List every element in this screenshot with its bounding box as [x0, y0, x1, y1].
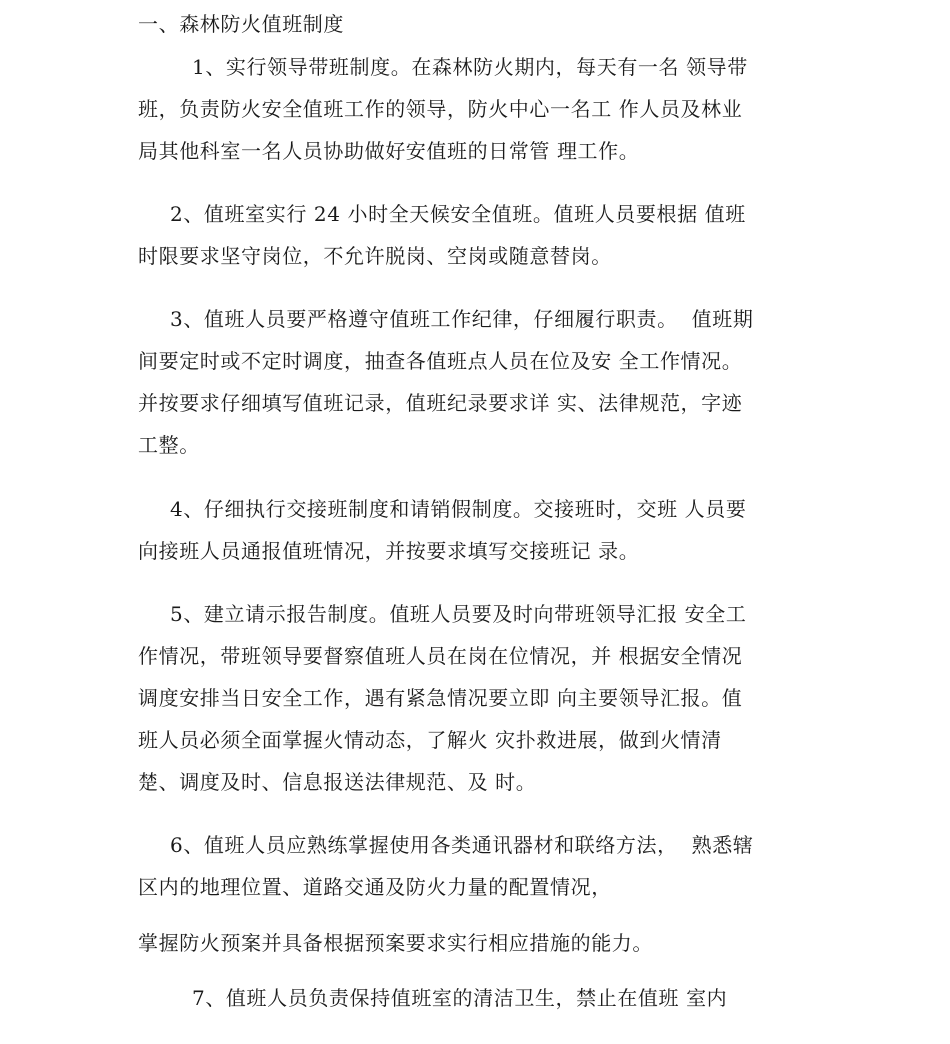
paragraph-3-line-4: 工整。	[138, 433, 200, 457]
paragraph-6-line-2: 区内的地理位置、道路交通及防火力量的配置情况，	[138, 875, 612, 899]
paragraph-4-line-1: 4、仔细执行交接班制度和请销假制度。交接班时，交班 人员要	[170, 497, 747, 521]
paragraph-3-line-2: 间要定时或不定时调度，抽查各值班点人员在位及安 全工作情况。	[138, 349, 743, 373]
paragraph-5-line-1: 5、建立请示报告制度。值班人员要及时向带班领导汇报 安全工	[170, 602, 747, 626]
paragraph-5-line-4: 班人员必须全面掌握火情动态，了解火 灾扑救进展，做到火情清	[138, 728, 722, 752]
paragraph-1-line-2: 班，负责防火安全值班工作的领导，防火中心一名工 作人员及林业	[138, 97, 743, 121]
paragraph-1-line-1: 1、实行领导带班制度。在森林防火期内，每天有一名 领导带	[192, 55, 748, 79]
paragraph-2-line-2: 时限要求坚守岗位，不允许脱岗、空岗或随意替岗。	[138, 244, 612, 268]
paragraph-2-line-1: 2、值班室实行 24 小时全天候安全值班。值班人员要根据 值班	[170, 202, 746, 226]
paragraph-5-line-2: 作情况，带班领导要督察值班人员在岗在位情况，并 根据安全情况	[138, 644, 743, 668]
paragraph-8-line-1: 7、值班人员负责保持值班室的清洁卫生，禁止在值班 室内	[192, 986, 728, 1010]
paragraph-7-line-1: 掌握防火预案并具备根据预案要求实行相应措施的能力。	[138, 931, 653, 955]
paragraph-5-line-3: 调度安排当日安全工作，遇有紧急情况要立即 向主要领导汇报。值	[138, 686, 743, 710]
paragraph-3-line-3: 并按要求仔细填写值班记录，值班纪录要求详 实、法律规范，字迹	[138, 391, 743, 415]
paragraph-4-line-2: 向接班人员通报值班情况，并按要求填写交接班记 录。	[138, 539, 640, 563]
paragraph-5-line-5: 楚、调度及时、信息报送法律规范、及 时。	[138, 770, 537, 794]
paragraph-6-line-1: 6、值班人员应熟练掌握使用各类通讯器材和联络方法， 熟悉辖	[170, 833, 754, 857]
paragraph-3-line-1: 3、值班人员要严格遵守值班工作纪律，仔细履行职责。 值班期	[170, 307, 754, 331]
document-heading: 一、森林防火值班制度	[138, 12, 344, 36]
paragraph-1-line-3: 局其他科室一名人员协助做好安值班的日常管 理工作。	[138, 139, 640, 163]
